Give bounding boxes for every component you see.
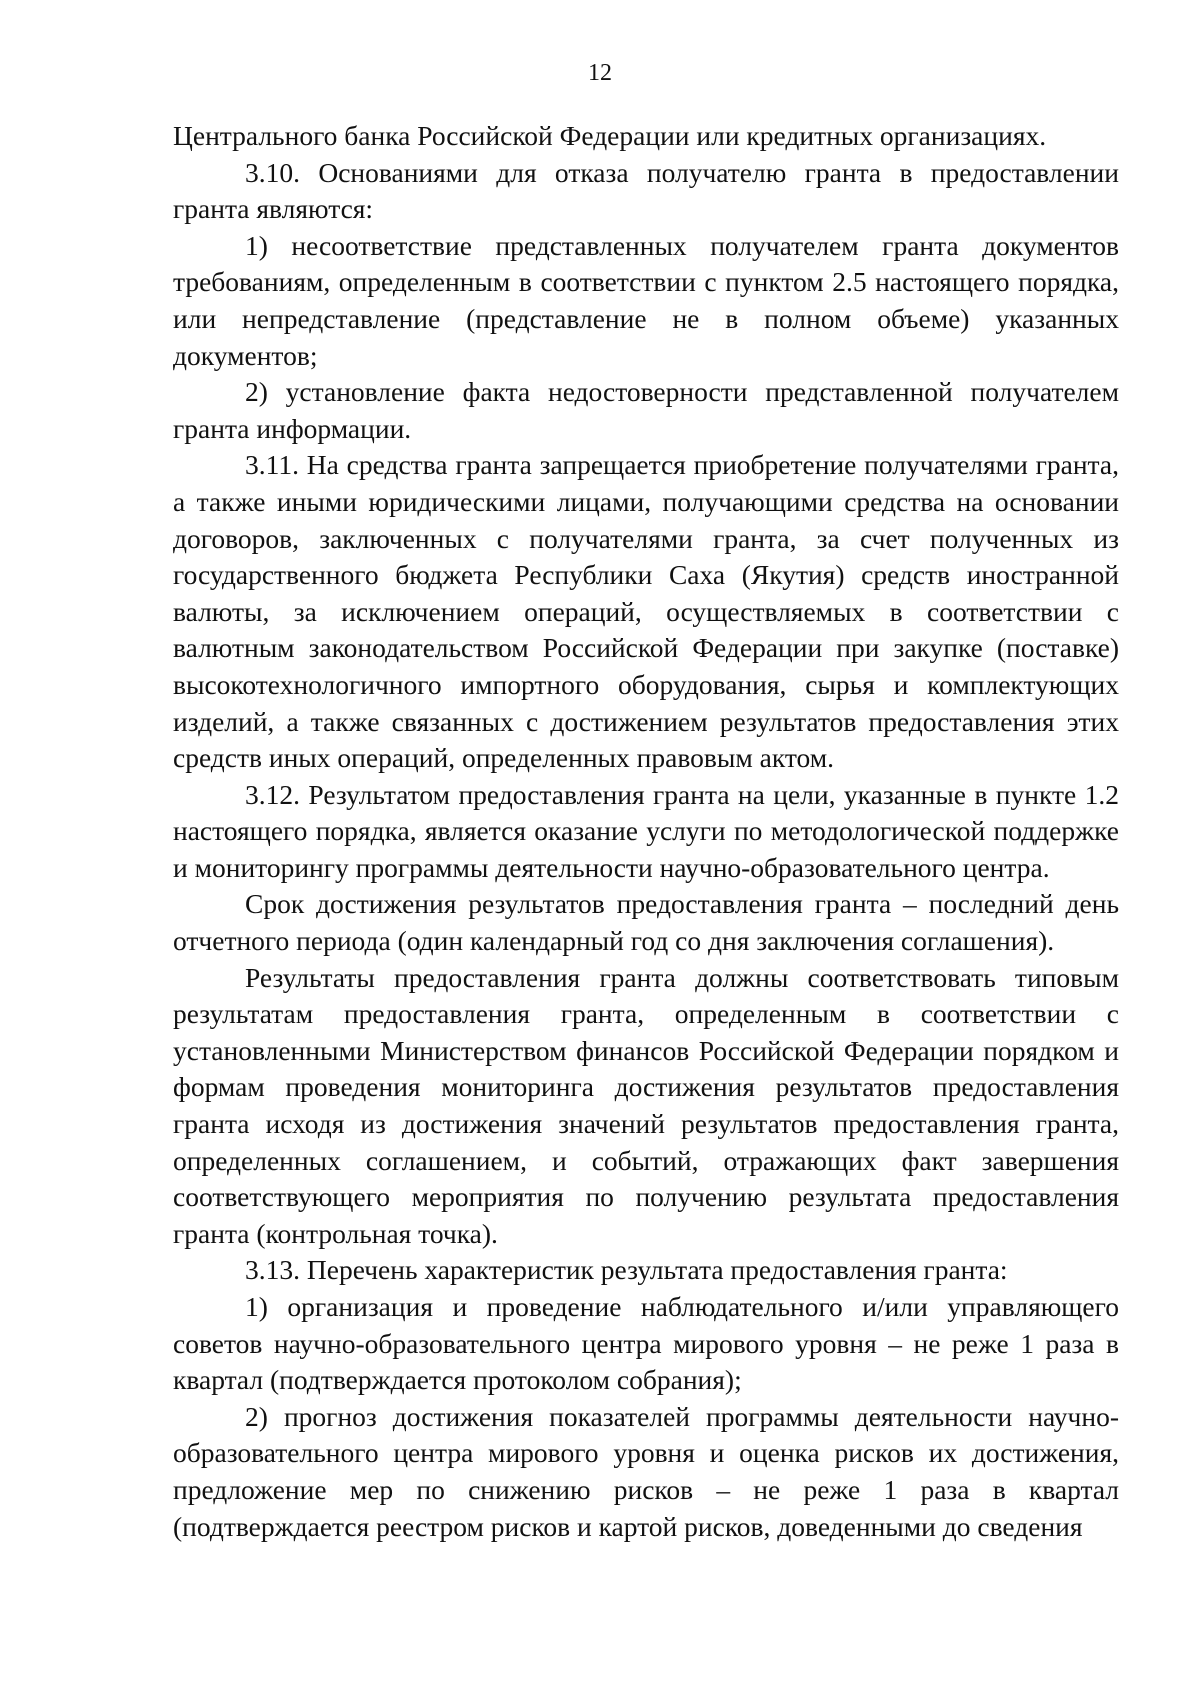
paragraph-3-10-item-1: 1) несоответствие представленных получателем гранта документов требованиям, определенным в соответствии с пунктом 2.5 настоящего порядка, или непредставление (представление не в полном объеме) указанных документов; bbox=[173, 229, 1119, 371]
paragraph-3-13-item-2: 2) прогноз достижения показателей программы деятельности научно-образовательного центра мирового уровня и оценка рисков их достижения, предложение мер по снижению рисков – не реже 1 раза в квартал (подтверждается реестром рисков и картой рисков, доведенными до сведения bbox=[173, 1400, 1119, 1542]
page-number: 12 bbox=[588, 60, 612, 86]
paragraph-continuation: Центрального банка Российской Федерации или кредитных организациях. bbox=[173, 120, 1047, 151]
paragraph-3-11: 3.11. На средства гранта запрещается приобретение получателями гранта, а также иными юридическими лицами, получающими средства на основании договоров, заключенных с получателями гранта, за счет полученных из государственного бюджета Республики Саха (Якутия) средств иностранной валюты, за исключением операций, осуществляемых в соответствии с валютным законодательством Российской Федерации при закупке (поставке) высокотехнологичного импортного оборудования, сырья и комплектующих изделий, а также связанных с достижением результатов предоставления этих средств иных операций, определенных правовым актом. bbox=[173, 449, 1119, 774]
paragraph-results: Результаты предоставления гранта должны соответствовать типовым результатам предоставления гранта, определенным в соответствии с установленными Министерством финансов Российской Федерации порядком и формам проведения мониторинга достижения результатов предоставления гранта исходя из достижения значений результатов предоставления гранта, определенных соглашением, и событий, отражающих факт завершения соответствующего мероприятия по получению результата предоставления гранта (контрольная точка). bbox=[173, 961, 1119, 1249]
paragraph-deadline: Срок достижения результатов предоставления гранта – последний день отчетного периода (один календарный год со дня заключения соглашения). bbox=[173, 888, 1119, 957]
paragraph-3-10: 3.10. Основаниями для отказа получателю гранта в предоставлении гранта являются: bbox=[173, 156, 1119, 225]
paragraph-3-13-item-1: 1) организация и проведение наблюдательного и/или управляющего советов научно-образовательного центра мирового уровня – не реже 1 раза в квартал (подтверждается протоколом собрания); bbox=[173, 1291, 1119, 1396]
paragraph-3-10-item-2: 2) установление факта недостоверности представленной получателем гранта информации. bbox=[173, 376, 1119, 444]
paragraph-3-13: 3.13. Перечень характеристик результата предоставления гранта: bbox=[245, 1254, 1008, 1286]
document-body bbox=[173, 118, 1119, 1545]
paragraph-3-12: 3.12. Результатом предоставления гранта на цели, указанные в пункте 1.2 настоящего порядка, является оказание услуги по методологической поддержке и мониторингу программы деятельности научно-образовательного центра. bbox=[173, 778, 1119, 883]
